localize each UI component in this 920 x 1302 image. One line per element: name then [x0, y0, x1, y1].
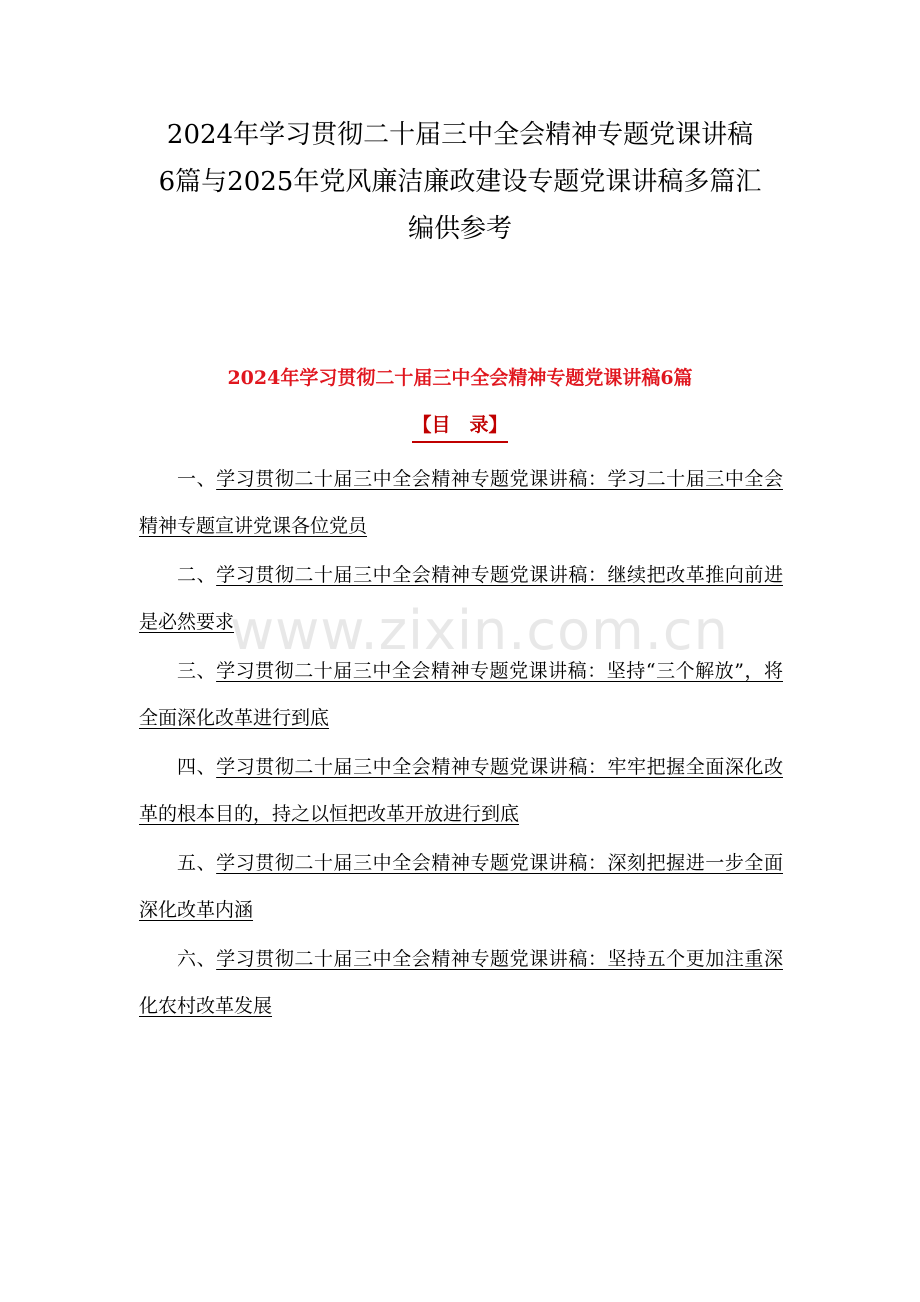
section-title: 2024年学习贯彻二十届三中全会精神专题党课讲稿6篇	[227, 367, 693, 389]
toc-item-number: 四、	[177, 756, 217, 778]
toc-heading-label: 【目 录】	[412, 410, 507, 443]
toc-item-number: 六、	[177, 948, 217, 970]
toc-item-number: 五、	[177, 852, 217, 874]
toc-item-number: 三、	[177, 660, 217, 682]
toc-heading	[100, 410, 820, 443]
table-of-contents	[139, 456, 783, 1032]
toc-item-2	[139, 552, 783, 645]
title-line-2: 6篇与2025年党风廉洁廉政建设专题党课讲稿多篇汇	[158, 167, 762, 197]
title-line-3: 编供参考	[407, 214, 512, 244]
document-title	[100, 112, 820, 253]
toc-link-3[interactable]: 学习贯彻二十届三中全会精神专题党课讲稿：坚持“三个解放”，将全面深化改革进行到底	[139, 660, 783, 729]
toc-link-1[interactable]: 学习贯彻二十届三中全会精神专题党课讲稿：学习二十届三中全会精神专题宣讲党课各位党员	[139, 468, 783, 537]
toc-item-number: 一、	[177, 468, 217, 490]
toc-link-5[interactable]: 学习贯彻二十届三中全会精神专题党课讲稿：深刻把握进一步全面深化改革内涵	[139, 852, 783, 921]
toc-link-2[interactable]: 学习贯彻二十届三中全会精神专题党课讲稿：继续把改革推向前进是必然要求	[139, 564, 783, 633]
toc-item-5	[139, 840, 783, 933]
toc-item-6	[139, 936, 783, 1029]
toc-item-3	[139, 648, 783, 741]
toc-link-6[interactable]: 学习贯彻二十届三中全会精神专题党课讲稿：坚持五个更加注重深化农村改革发展	[139, 948, 783, 1017]
toc-link-4[interactable]: 学习贯彻二十届三中全会精神专题党课讲稿：牢牢把握全面深化改革的根本目的，持之以恒把改革开放进行到底	[139, 756, 783, 825]
toc-item-number: 二、	[177, 564, 217, 586]
watermark: www.zixin.com.cn	[230, 599, 729, 662]
title-line-1: 2024年学习贯彻二十届三中全会精神专题党课讲稿	[166, 120, 754, 150]
toc-item-1	[139, 456, 783, 549]
toc-item-4	[139, 744, 783, 837]
